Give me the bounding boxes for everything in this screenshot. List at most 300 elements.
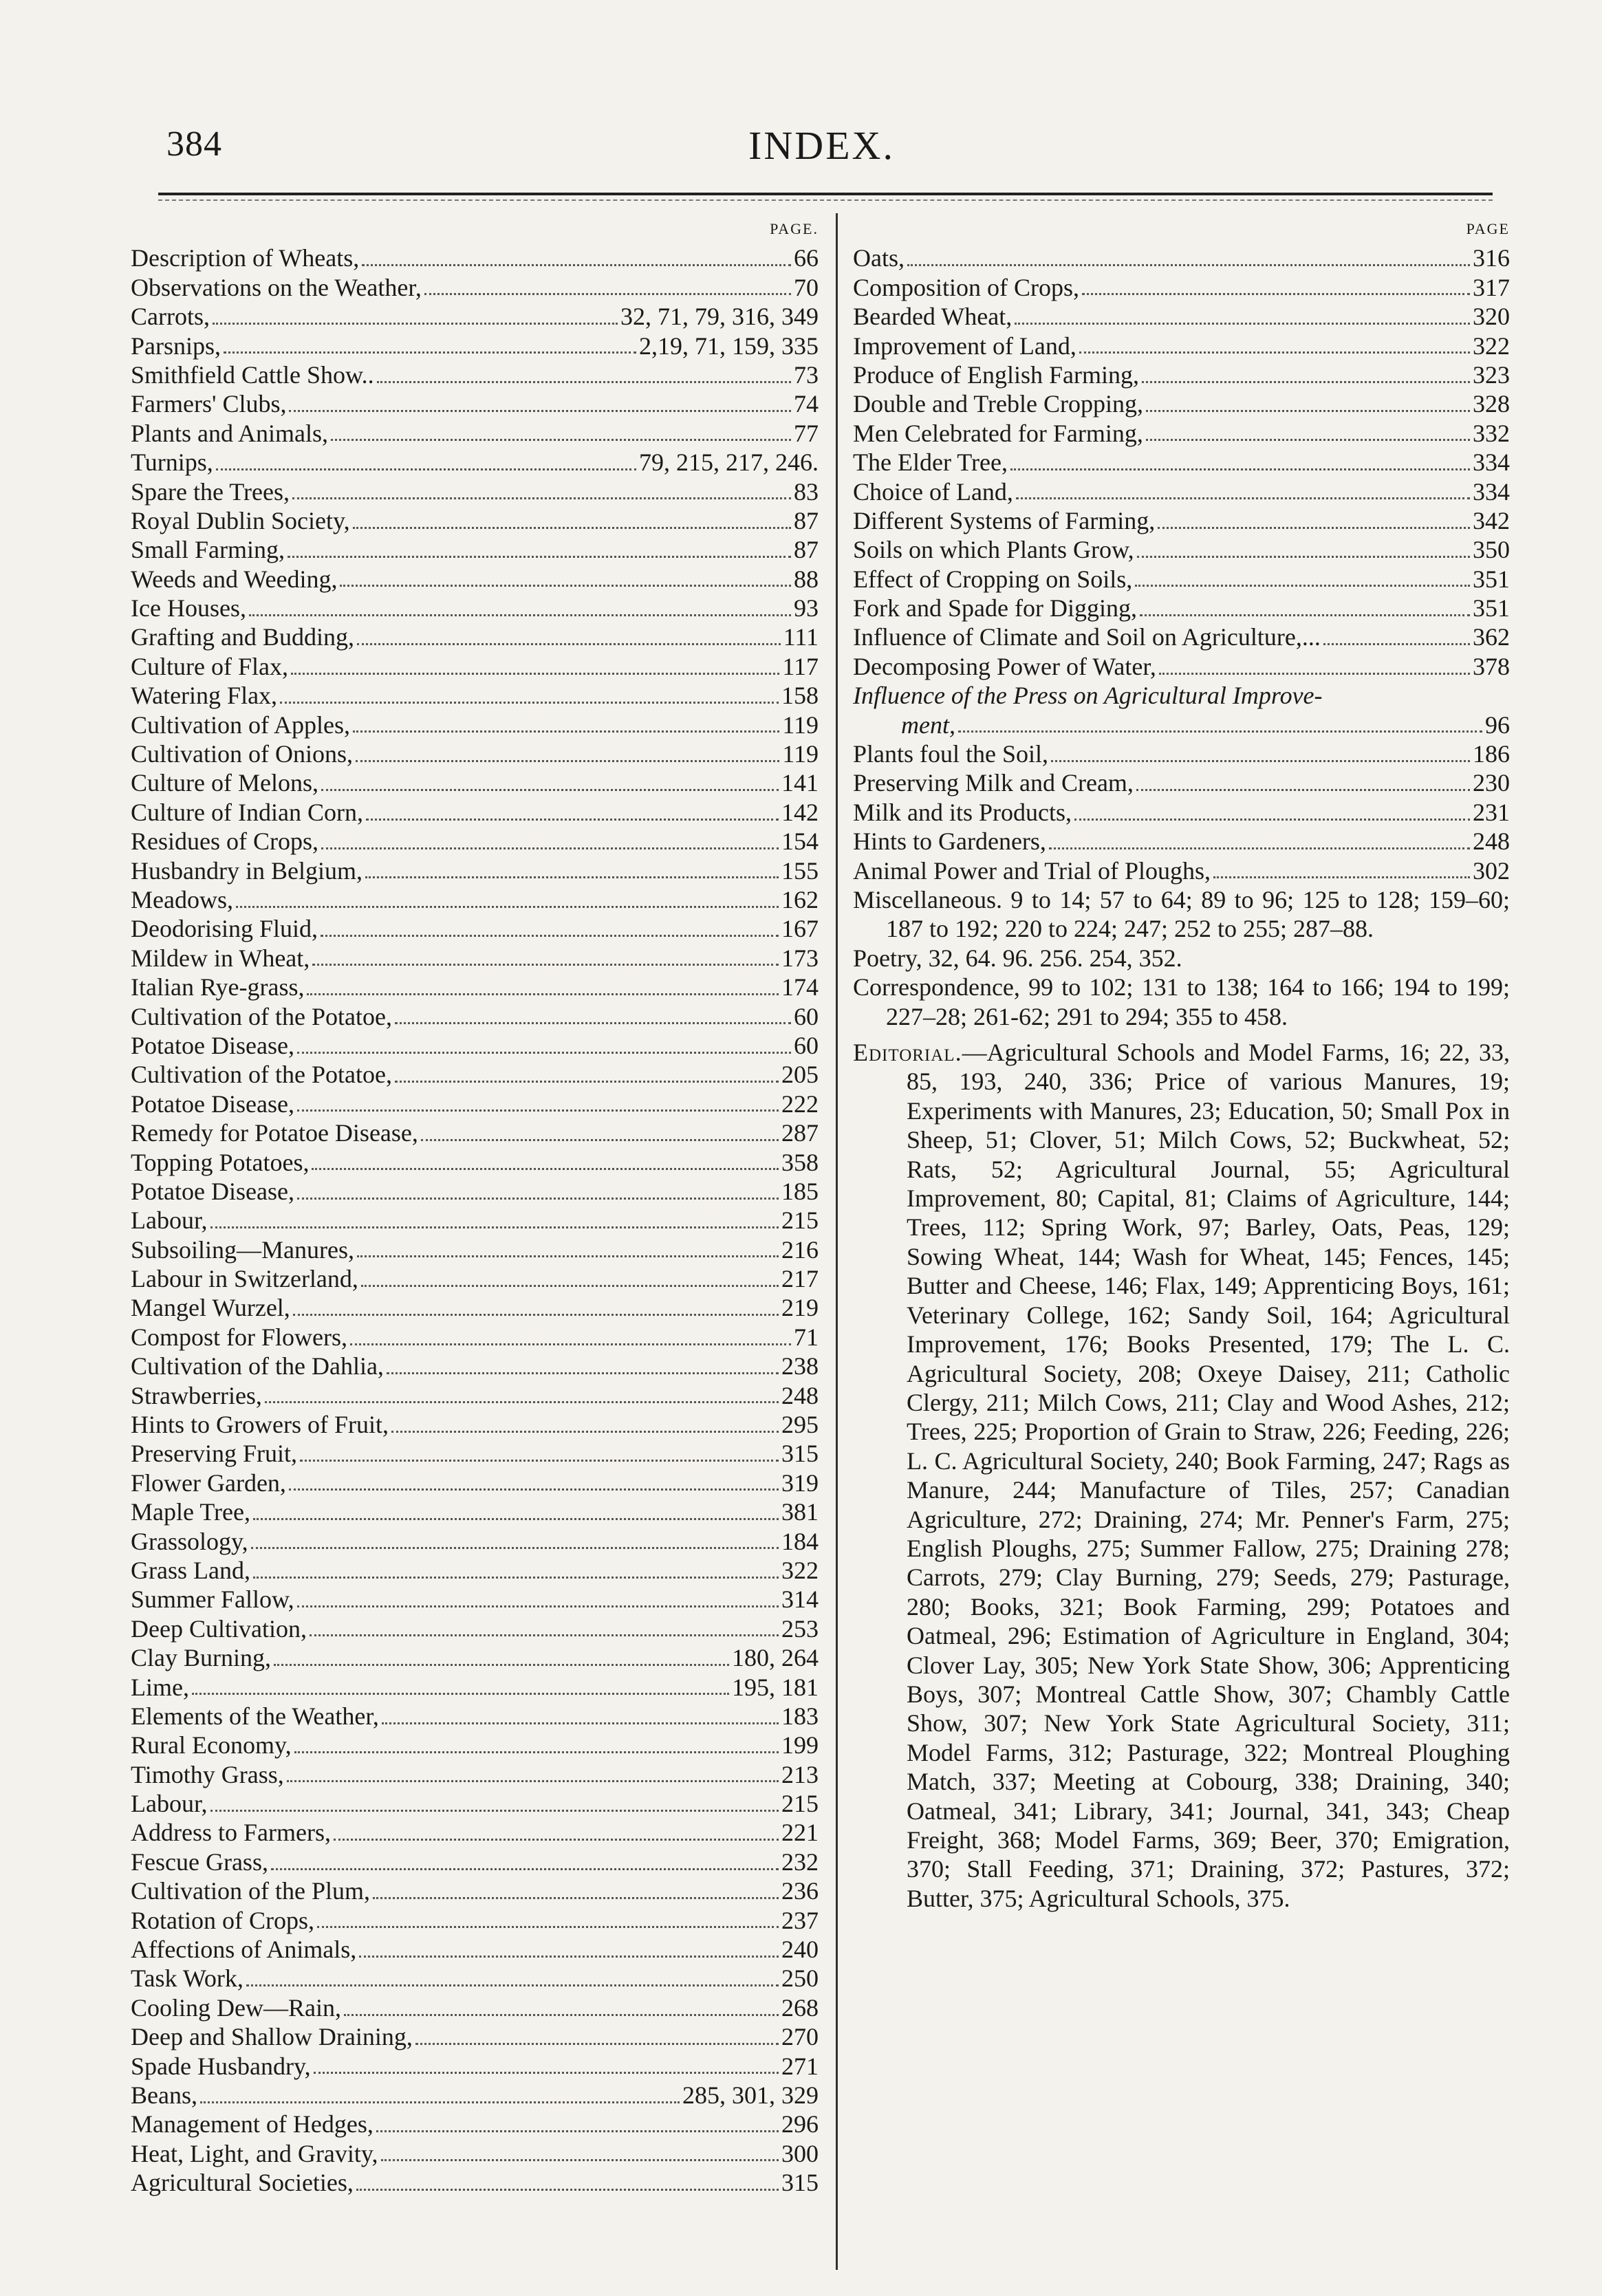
entry-page: 378 <box>1473 652 1510 680</box>
entry-label: Remedy for Potatoe Disease, <box>131 1119 418 1147</box>
right-entries-2 <box>853 739 1510 885</box>
index-entry <box>853 273 1510 302</box>
leader-dots <box>300 1460 779 1462</box>
leader-dots <box>288 556 791 558</box>
index-entry <box>131 652 819 681</box>
page-title: INDEX. <box>748 123 895 168</box>
page-column-header: PAGE. <box>770 220 819 237</box>
entry-label: Potatoe Disease, <box>131 1031 294 1059</box>
entry-label: Deep Cultivation, <box>131 1614 307 1643</box>
entry-page: 240 <box>781 1936 819 1964</box>
index-entry <box>131 973 819 1001</box>
column-divider <box>836 213 838 2270</box>
entry-page: 250 <box>781 1964 819 1993</box>
index-entry <box>131 1702 819 1731</box>
leader-dots <box>294 1751 779 1753</box>
entry-page: 248 <box>781 1381 819 1409</box>
entry-label: Culture of Flax, <box>131 652 288 680</box>
entry-page: 183 <box>781 1702 819 1730</box>
index-entry <box>131 1410 819 1439</box>
entry-label: Men Celebrated for Farming, <box>853 419 1143 447</box>
entry-label: Hints to Gardeners, <box>853 827 1046 856</box>
entry-page: 351 <box>1473 594 1510 622</box>
leader-dots <box>314 2072 779 2074</box>
entry-page: 319 <box>781 1469 819 1497</box>
left-column <box>131 215 819 2198</box>
entry-label: Agricultural Societies, <box>131 2169 354 2197</box>
index-entry <box>131 711 819 739</box>
entry-label: Husbandry in Belgium, <box>131 856 362 885</box>
entry-page: 142 <box>781 798 819 826</box>
index-entry <box>131 477 819 506</box>
entry-label: Maple Tree, <box>131 1498 250 1526</box>
leader-dots <box>1135 585 1470 587</box>
entry-label: Plants foul the Soil, <box>853 740 1049 768</box>
entry-label: Preserving Milk and Cream, <box>853 769 1134 797</box>
entry-label: Spare the Trees, <box>131 477 290 506</box>
entry-label: Elements of the Weather, <box>131 1702 379 1730</box>
index-entry <box>131 1935 819 1964</box>
entry-label: Subsoiling—Manures, <box>131 1235 355 1264</box>
entry-page: 322 <box>1473 332 1510 360</box>
right-column <box>853 215 1510 1913</box>
index-entry <box>131 944 819 973</box>
index-entry <box>131 1118 819 1147</box>
leader-dots <box>361 1285 779 1287</box>
index-entry <box>853 827 1510 856</box>
entry-label: Turnips, <box>131 448 213 477</box>
leader-dots <box>321 789 779 791</box>
index-entry <box>131 389 819 418</box>
leader-dots <box>1079 351 1470 354</box>
entry-page: 334 <box>1473 448 1510 477</box>
index-entry <box>131 1206 819 1235</box>
entry-label: Labour, <box>131 1790 208 1818</box>
miscellaneous-entry: Miscellaneous. 9 to 14; 57 to 64; 89 to 96; 125 to 128; 159–60; 187 to 192; 220 to 224; 247; 252 to 255; 287–88. <box>853 886 1510 943</box>
press-entry-line2: ment, <box>901 711 955 739</box>
entry-label: Summer Fallow, <box>131 1585 294 1614</box>
entry-label: Italian Rye-grass, <box>131 973 305 1001</box>
entry-page: 315 <box>781 2169 819 2197</box>
index-entry <box>131 302 819 331</box>
entry-page: 317 <box>1473 273 1510 301</box>
entry-page: 74 <box>794 390 819 418</box>
entry-label: Bearded Wheat, <box>853 303 1013 331</box>
index-entry <box>131 1060 819 1089</box>
index-entry <box>131 1177 819 1206</box>
index-entry <box>131 1264 819 1293</box>
index-entry <box>131 2081 819 2110</box>
entry-label: Flower Garden, <box>131 1469 286 1497</box>
leader-dots <box>236 906 779 908</box>
entry-page: 216 <box>781 1235 819 1264</box>
index-entry <box>131 594 819 622</box>
index-entry <box>853 739 1510 768</box>
index-entry <box>131 1673 819 1702</box>
index-entry <box>131 856 819 885</box>
entry-label: Cooling Dew—Rain, <box>131 1993 341 2022</box>
entry-page: 296 <box>781 2110 819 2138</box>
entry-page: 320 <box>1473 303 1510 331</box>
entry-page: 316 <box>1473 244 1510 272</box>
entry-page: 285, 301, 329 <box>682 2081 819 2109</box>
index-entry <box>853 389 1510 418</box>
leader-dots <box>321 935 779 937</box>
index-entry <box>131 1381 819 1410</box>
entry-label: Soils on which Plants Grow, <box>853 536 1134 564</box>
leader-dots <box>287 1780 779 1782</box>
entry-label: Choice of Land, <box>853 477 1013 506</box>
entry-label: Grafting and Budding, <box>131 623 354 651</box>
entry-label: Smithfield Cattle Show.. <box>131 360 374 389</box>
leader-dots <box>297 1109 779 1112</box>
index-entry <box>131 273 819 302</box>
correspondence-entry: Correspondence, 99 to 102; 131 to 138; 164 to 166; 194 to 199; 227–28; 261-62; 291 to 294; 355 to 458. <box>853 973 1510 1030</box>
leader-dots <box>382 1722 779 1724</box>
entry-page: 268 <box>781 1993 819 2022</box>
index-entry <box>131 1760 819 1789</box>
entry-page: 237 <box>781 1906 819 1934</box>
leader-dots <box>297 1198 779 1200</box>
entry-page: 323 <box>1473 360 1510 389</box>
header-rule <box>158 193 1493 195</box>
leader-dots <box>377 381 791 383</box>
entry-page: 248 <box>1473 827 1510 856</box>
index-entry <box>853 798 1510 827</box>
index-entry <box>853 506 1510 535</box>
entry-page: 236 <box>781 1877 819 1905</box>
leader-dots <box>381 2159 779 2161</box>
leader-dots <box>350 1343 791 1345</box>
index-entry <box>131 1993 819 2022</box>
leader-dots <box>1136 789 1470 791</box>
leader-dots <box>293 1314 779 1316</box>
index-entry <box>853 535 1510 564</box>
leader-dots <box>310 1634 779 1636</box>
entry-page: 238 <box>781 1352 819 1380</box>
index-entry <box>131 914 819 943</box>
entry-page: 232 <box>781 1848 819 1876</box>
entry-page: 328 <box>1473 390 1510 418</box>
leader-dots <box>1049 847 1470 849</box>
leader-dots <box>312 1168 779 1170</box>
leader-dots <box>1140 614 1470 616</box>
entry-label: Residues of Crops, <box>131 827 318 856</box>
leader-dots <box>312 964 779 966</box>
entry-label: Grass Land, <box>131 1556 250 1584</box>
entry-page: 173 <box>781 944 819 972</box>
leader-dots <box>365 876 779 878</box>
entry-label: Ice Houses, <box>131 594 246 622</box>
entry-page: 158 <box>781 682 819 710</box>
leader-dots <box>1010 468 1470 470</box>
index-entry <box>853 652 1510 681</box>
index-entry <box>131 360 819 389</box>
entry-label: Oats, <box>853 244 905 272</box>
entry-label: Decomposing Power of Water, <box>853 652 1156 680</box>
index-entry <box>131 1643 819 1672</box>
entry-label: Influence of Climate and Soil on Agriculture,... <box>853 623 1321 651</box>
press-entry-line1: Influence of the Press on Agricultural Improve- <box>853 682 1323 710</box>
entry-label: Plants and Animals, <box>131 419 328 447</box>
index-entry <box>131 1090 819 1118</box>
entry-label: Hints to Growers of Fruit, <box>131 1411 389 1439</box>
entry-page: 219 <box>781 1294 819 1322</box>
leader-dots <box>321 847 779 849</box>
leader-dots <box>353 527 791 529</box>
index-entry <box>131 1906 819 1935</box>
index-entry <box>131 1323 819 1352</box>
entry-label: Spade Husbandry, <box>131 2052 311 2080</box>
entry-page: 185 <box>781 1177 819 1205</box>
index-entry <box>131 1235 819 1264</box>
leader-dots <box>340 585 791 587</box>
index-entry <box>131 1469 819 1497</box>
index-entry <box>131 448 819 477</box>
entry-page: 215 <box>781 1206 819 1235</box>
leader-dots <box>1051 760 1470 762</box>
entry-label: Description of Wheats, <box>131 244 360 272</box>
entry-label: Observations on the Weather, <box>131 273 422 301</box>
entry-label: Clay Burning, <box>131 1644 271 1672</box>
leader-dots <box>200 2101 680 2103</box>
entry-label: Improvement of Land, <box>853 332 1076 360</box>
entry-page: 362 <box>1473 623 1510 651</box>
entry-label: Affections of Animals, <box>131 1936 357 1964</box>
entry-label: Task Work, <box>131 1964 243 1993</box>
entry-page: 119 <box>782 711 819 739</box>
page-column-header: PAGE <box>1466 220 1510 237</box>
index-entry <box>131 1293 819 1322</box>
index-entry <box>131 1002 819 1031</box>
leader-dots <box>395 1081 779 1083</box>
entry-label: Small Farming, <box>131 536 285 564</box>
leader-dots <box>391 1431 779 1433</box>
entry-page: 314 <box>781 1585 819 1614</box>
header-rule-dashed <box>158 199 1493 201</box>
leader-dots <box>192 1693 729 1695</box>
index-entry <box>853 419 1510 448</box>
entry-page: 302 <box>1473 856 1510 885</box>
entry-page: 215 <box>781 1790 819 1818</box>
index-entry <box>131 243 819 272</box>
leader-dots <box>356 760 779 762</box>
leader-dots <box>387 1372 779 1374</box>
leader-dots <box>1015 323 1470 325</box>
entry-label: Different Systems of Farming, <box>853 506 1156 534</box>
entry-label: Cultivation of the Dahlia, <box>131 1352 384 1380</box>
leader-dots <box>307 993 779 995</box>
leader-dots <box>224 351 636 354</box>
entry-page: 213 <box>781 1760 819 1788</box>
entry-label: Cultivation of Apples, <box>131 711 350 739</box>
entry-page: 270 <box>781 2023 819 2051</box>
entry-label: Cultivation of the Potatoe, <box>131 1061 392 1089</box>
index-entry <box>853 622 1510 651</box>
entry-label: Topping Potatoes, <box>131 1148 310 1176</box>
entry-label: Weeds and Weeding, <box>131 565 338 593</box>
entry-label: Watering Flax, <box>131 682 278 710</box>
entry-label: Labour, <box>131 1206 208 1235</box>
entry-page: 186 <box>1473 740 1510 768</box>
index-entry <box>131 1789 819 1818</box>
entry-label: Composition of Crops, <box>853 273 1080 301</box>
entry-label: Culture of Melons, <box>131 769 318 797</box>
entry-page: 358 <box>781 1148 819 1176</box>
index-entry <box>131 506 819 535</box>
entry-label: Grassology, <box>131 1527 248 1555</box>
entry-label: Rural Economy, <box>131 1731 292 1759</box>
index-entry <box>853 681 1510 739</box>
entry-label: Preserving Fruit, <box>131 1440 297 1468</box>
leader-dots <box>274 1664 729 1666</box>
right-entries <box>853 243 1510 681</box>
entry-label: Heat, Light, and Gravity, <box>131 2139 378 2167</box>
leader-dots <box>1082 293 1470 295</box>
entry-label: Parsnips, <box>131 332 221 360</box>
index-entry <box>853 243 1510 272</box>
index-entry <box>131 565 819 594</box>
index-entry <box>853 360 1510 389</box>
entry-page: 315 <box>781 1440 819 1468</box>
index-entry <box>131 1527 819 1556</box>
entry-page: 141 <box>781 769 819 797</box>
entry-page: 253 <box>781 1614 819 1643</box>
entry-page: 295 <box>781 1411 819 1439</box>
index-entry <box>131 2139 819 2168</box>
editorial-text: —Agricultural Schools and Model Farms, 16; 22, 33, 85, 193, 240, 336; Price of various Manures, 19; Experiments with Manures, 23; Education, 50; Small Pox in Sheep, 51; Clover, 51; Milch Cows, 52; Buckwheat, 52; Rats, 52; Agricultural Journal, 55; Agricultural Improvement, 80; Capital, 81; Claims of Agriculture, 144; Trees, 112; Spring Work, 97; Barley, Oats, Peas, 129; Sowing Wheat, 144; Wash for Wheat, 145; Fences, 145; Butter and Cheese, 146; Flax, 149; Apprenticing Boys, 161; Veterinary College, 162; Sandy Soil, 164; Agricultural Improvement, 176; Books Presented, 179; The L. C. Agricultural Society, 208; Oxeye Daisey, 211; Catholic Clergy, 211; Milch Cows, 211; Clay and Wood Ashes, 212; Trees, 225; Proportion of Grain to Straw, 226; Feeding, 226; L. C. Agricultural Society, 240; Book Farming, 247; Rags as Manure, 244; Manufacture of Tiles, 257; Canadian Agriculture, 272; Draining, 274; Mr. Penner's Farm, 275; English Ploughs, 275; Summer Fallow, 275; Draining 278; Carrots, 279; Clay Burning, 279; Seeds, 279; Pasturage, 280; Books, 321; Book Farming, 299; Potatoes and Oatmeal, 296; Estimation of Agriculture in England, 304; Clover Lay, 305; New York State Show, 306; Apprenticing Boys, 307; Montreal Cattle Show, 307; Chambly Cattle Show, 307; New York State Agricultural Society, 311; Model Farms, 312; Pasturage, 322; Montreal Ploughing Match, 337; Meeting at Cobourg, 338; Draining, 340; Oatmeal, 341; Library, 341; Journal, 341, 343; Cheap Freight, 368; Model Farms, 369; Beer, 370; Emigration, 370; Stall Feeding, 371; Draining, 372; Pastures, 372; Butter, 375; Agricultural Schools, 375. <box>907 1039 1510 1912</box>
leader-dots <box>297 1605 779 1607</box>
entry-label: Management of Hedges, <box>131 2110 374 2138</box>
leader-dots <box>353 730 779 733</box>
entry-page: 93 <box>794 594 819 622</box>
page-number: 384 <box>166 124 222 164</box>
leader-dots <box>297 1052 791 1054</box>
leader-dots <box>1146 439 1470 441</box>
entry-label: Address to Farmers, <box>131 1819 331 1847</box>
entry-page: 88 <box>794 565 819 593</box>
entry-label: Double and Treble Cropping, <box>853 390 1143 418</box>
leader-dots <box>907 264 1470 266</box>
leader-dots <box>424 293 791 295</box>
index-entry <box>853 594 1510 622</box>
leader-dots <box>344 2014 779 2016</box>
entry-page: 332 <box>1473 419 1510 447</box>
entry-page: 221 <box>781 1819 819 1847</box>
entry-page: 199 <box>781 1731 819 1759</box>
index-entry <box>853 565 1510 594</box>
index-entry <box>853 856 1510 885</box>
leader-dots <box>210 1226 779 1228</box>
index-entry <box>131 1556 819 1585</box>
leader-dots <box>1074 819 1470 821</box>
entry-page: 2,19, 71, 159, 335 <box>639 332 819 360</box>
entry-page: 300 <box>781 2139 819 2167</box>
leader-dots <box>280 702 779 704</box>
entry-page: 222 <box>781 1090 819 1118</box>
entry-page: 167 <box>781 915 819 943</box>
leader-dots <box>357 1255 779 1257</box>
leader-dots <box>395 1022 791 1024</box>
leader-dots <box>1142 381 1470 383</box>
leader-dots <box>357 643 781 645</box>
index-entry <box>131 1964 819 1993</box>
index-entry <box>131 1439 819 1468</box>
entry-label: Deodorising Fluid, <box>131 915 318 943</box>
entry-label: Farmers' Clubs, <box>131 390 287 418</box>
leader-dots <box>1159 673 1470 675</box>
leader-dots <box>366 819 779 821</box>
leader-dots <box>1146 410 1470 412</box>
entry-label: Cultivation of Onions, <box>131 740 353 768</box>
entry-page: 87 <box>794 536 819 564</box>
entry-page: 205 <box>781 1061 819 1089</box>
leader-dots <box>249 614 791 616</box>
leader-dots <box>271 1868 779 1870</box>
leader-dots <box>356 2189 779 2191</box>
entry-page: 83 <box>794 477 819 506</box>
entry-page: 87 <box>794 506 819 534</box>
index-entry <box>853 768 1510 797</box>
entry-label: Labour in Switzerland, <box>131 1265 358 1293</box>
leader-dots <box>331 439 791 441</box>
leader-dots <box>253 1577 779 1579</box>
entry-page: 287 <box>781 1119 819 1147</box>
entry-label: Potatoe Disease, <box>131 1090 294 1118</box>
index-entry <box>131 2052 819 2081</box>
index-entry <box>853 302 1510 331</box>
index-entry <box>131 739 819 768</box>
leader-dots <box>210 1810 779 1812</box>
entry-page: 32, 71, 79, 316, 349 <box>620 303 819 331</box>
entry-page: 195, 181 <box>732 1673 819 1701</box>
entry-label: Animal Power and Trial of Ploughs, <box>853 856 1211 885</box>
leader-dots <box>1137 556 1470 558</box>
leader-dots <box>292 497 791 499</box>
entry-label: Cultivation of the Potatoe, <box>131 1002 392 1030</box>
poetry-entry: Poetry, 32, 64. 96. 256. 254, 352. <box>853 944 1182 972</box>
leader-dots <box>415 2043 779 2045</box>
leader-dots <box>421 1139 779 1141</box>
leader-dots <box>359 1956 779 1958</box>
press-entry-page: 96 <box>1485 711 1510 739</box>
index-entry <box>131 1585 819 1614</box>
entry-label: Produce of English Farming, <box>853 360 1139 389</box>
entry-page: 119 <box>782 740 819 768</box>
leader-dots <box>213 323 618 325</box>
entry-page: 117 <box>782 652 819 680</box>
entry-page: 381 <box>781 1498 819 1526</box>
index-entry <box>131 1731 819 1759</box>
index-entry <box>131 622 819 651</box>
entry-page: 334 <box>1473 477 1510 506</box>
leader-dots <box>289 410 791 412</box>
entry-label: Carrots, <box>131 303 210 331</box>
leader-dots <box>958 730 1482 733</box>
editorial-heading: Editorial. <box>853 1039 962 1067</box>
entry-label: Royal Dublin Society, <box>131 506 350 534</box>
entry-page: 217 <box>781 1265 819 1293</box>
leader-dots <box>216 468 636 470</box>
index-entry <box>131 798 819 827</box>
entry-label: Effect of Cropping on Soils, <box>853 565 1133 593</box>
entry-label: Culture of Indian Corn, <box>131 798 363 826</box>
index-entry <box>131 1614 819 1643</box>
entry-label: The Elder Tree, <box>853 448 1008 477</box>
leader-dots <box>265 1401 779 1403</box>
index-entry <box>131 885 819 914</box>
leader-dots <box>246 1984 779 1986</box>
